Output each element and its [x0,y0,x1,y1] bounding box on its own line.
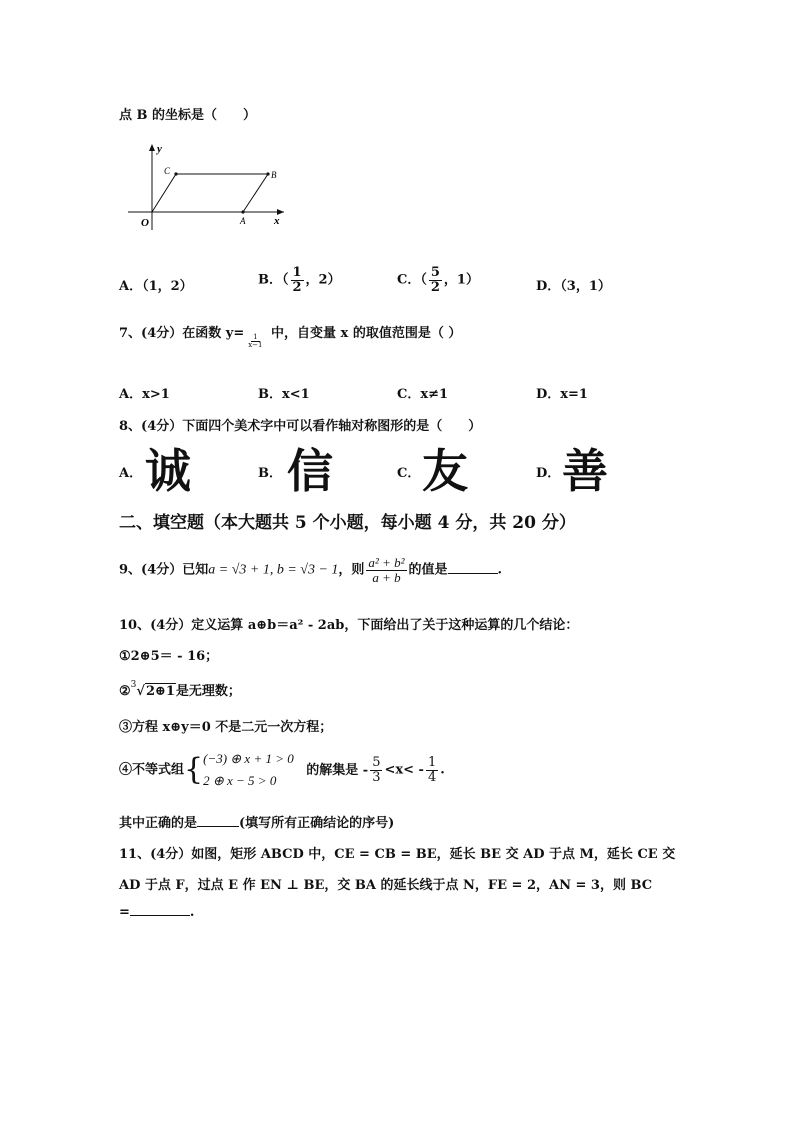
q6-graph-y-label: y [157,143,162,155]
q9-answer-blank[interactable] [448,573,498,574]
q6-option-c-fraction [429,266,442,294]
q11-equals: = [119,905,130,920]
q7-option-a: A．x>1 [119,387,170,402]
q8-option-c-character: 友 [422,444,468,498]
q9-stem [119,556,502,584]
q6-option-b-suffix: ，2） [305,272,341,288]
q9-expression-fraction [366,556,406,584]
q6-option-a: A．（1，2） [119,279,193,294]
q10-cube-root-radicand: 2⊕1 [145,684,175,699]
q9-stem-suffix: 的值是 [408,562,448,578]
q11-period: . [189,905,195,920]
q8-option-b-character: 信 [287,444,333,498]
q10-stem: 10、(4分）定义运算 a⊕b＝a² - 2ab，下面给出了关于这种运算的几个结论： [119,618,579,633]
q8-stem: 8、(4分）下面四个美术字中可以看作轴对称图形的是（ ） [119,419,482,434]
q10-fraction-1-denominator: 3 [372,769,381,785]
q6-option-b-fraction [291,266,304,294]
q7-stem-prefix: 7、(4分）在函数 y= [119,326,245,341]
q10-conclusion-1: ①2⊕5＝ - 16； [119,649,219,664]
q10-inequality-1: (−3) ⊕ x + 1 > 0 [203,751,294,766]
q10-conclusion-2-suffix: 是无理数； [175,684,241,699]
q6-option-b [258,266,341,294]
q10-answer-blank[interactable] [197,826,239,827]
q7-option-b: B．x<1 [258,387,310,402]
q10-solution-period: . [440,762,445,778]
q6-stem: 点 B 的坐标是（ ） [119,108,257,123]
q10-solution-middle: <x< - [384,762,424,778]
q7-fraction-numerator: 1 [253,332,258,341]
section-2-heading: 二、填空题（本大题共 5 个小题，每小题 4 分，共 20 分） [119,513,576,533]
q11-line-1: 11、(4分）如图，矩形 ABCD 中，CE = CB = BE，延长 BE 交 AD 于点 M，延长 CE 交 [119,847,676,862]
q10-answer-suffix: (填写所有正确结论的序号) [239,816,395,831]
q6-option-b-prefix: B．（ [258,272,289,288]
q10-fraction-2-numerator: 1 [427,754,437,770]
q8-option-d-label: D． [536,466,561,481]
q7-stem [119,322,462,349]
q10-conclusion-4-prefix: ④不等式组 [119,762,185,778]
q6-option-c-prefix: C．（ [397,272,427,288]
q10-inequality-system [203,748,294,792]
q9-stem-prefix: 9、(4分）已知 [119,562,209,578]
q10-fraction-1-numerator: 5 [372,754,381,770]
q8-option-c-label: C． [397,466,421,481]
q10-conclusion-2-marker: ② [119,684,131,699]
q10-conclusion-2: ②$^3$√2⊕1是无理数； [119,680,241,699]
q6-option-d: D．（3，1） [536,279,611,294]
q10-answer-line [119,812,394,831]
q7-stem-suffix: 中，自变量 x 的取值范围是（ ） [266,326,462,341]
q7-fraction-denominator: x−1 [248,341,263,349]
q6-option-c [397,266,479,294]
q9-given-values: a = √3 + 1, b = √3 − 1 [208,562,339,578]
q11-answer-blank[interactable] [130,915,190,916]
q6-option-b-numerator: 1 [292,265,302,280]
q8-option-b-label: B． [258,466,282,481]
q8-option-d-character: 善 [562,444,608,498]
q6-coordinate-figure [124,140,294,232]
q10-conclusion-3: ③方程 x⊕y＝0 不是二元一次方程； [119,720,333,735]
q10-system-brace: { [184,752,204,787]
q7-function-fraction [246,334,264,350]
q10-inequality-2: 2 ⊕ x − 5 > 0 [203,773,277,788]
q10-solution-fraction-1 [370,756,382,784]
q10-solution-prefix: 的解集是 - [306,762,369,778]
q9-stem-middle: ，则 [338,562,365,578]
q6-option-c-denominator: 2 [430,279,440,295]
q9-period: . [497,562,503,578]
q6-graph-x-label: x [274,215,280,227]
q6-graph-b-label: B [271,170,277,180]
q10-solution-fraction-2 [426,756,438,784]
q7-option-c: C．x≠1 [397,387,449,402]
q6-graph-c-label: C [164,166,171,176]
q10-conclusion-4 [119,748,445,792]
q8-option-a-character: 诚 [145,444,191,498]
q11-line-2: AD 于点 F，过点 E 作 EN ⊥ BE，交 BA 的延长线于点 N，FE = 2，AN = 3，则 BC [119,878,653,893]
q11-line-3 [119,905,194,920]
q10-fraction-2-denominator: 4 [427,769,437,785]
q6-option-b-denominator: 2 [292,279,302,295]
q6-graph-origin-label: O [141,217,149,229]
q10-answer-prefix: 其中正确的是 [119,816,198,831]
q6-option-c-numerator: 5 [430,265,440,280]
q9-fraction-denominator: a + b [372,569,401,585]
q9-fraction-numerator: a² + b² [368,555,405,570]
q7-option-d: D．x=1 [536,387,588,402]
q6-option-c-suffix: ，1） [443,272,479,288]
q6-graph-a-label: A [240,216,246,226]
q8-option-a-label: A． [119,466,143,481]
